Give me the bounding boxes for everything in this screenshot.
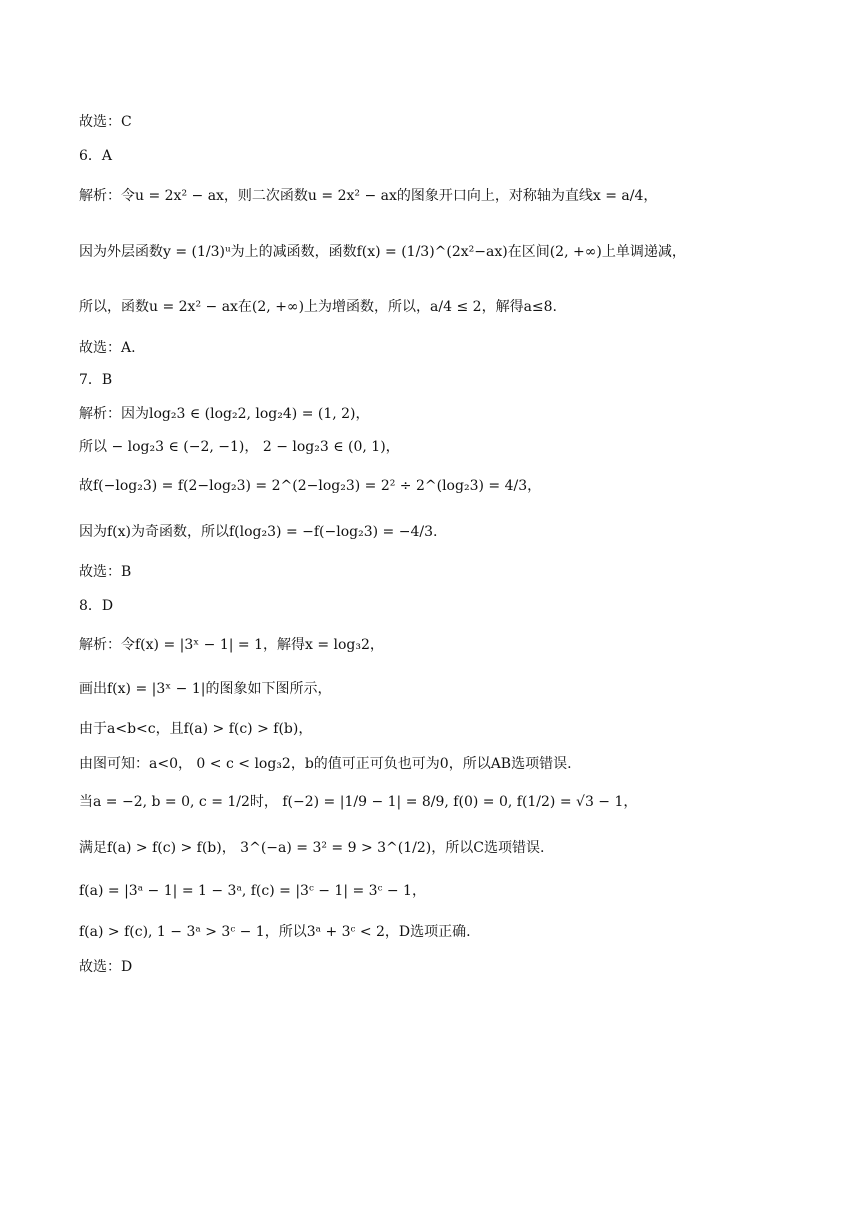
analysis-line: 所以，函数u = 2x² − ax在(2, +∞)上为增函数，所以，a/4 ≤ 2，解得a≤8. [79, 299, 558, 315]
answer-line-7: 故选：B [79, 564, 132, 580]
analysis-line: 故f(−log₂3) = f(2−log₂3) = 2^(2−log₂3) = 2² ÷ 2^(log₂3) = 4/3， [79, 478, 542, 494]
analysis-line: 因为外层函数y = (1/3)ᵘ为上的减函数，函数f(x) = (1/3)^(2x²−ax)在区间(2, +∞)上单调递减， [79, 244, 686, 260]
question-number-7: 7．B [79, 372, 113, 388]
analysis-line: 因为f(x)为奇函数，所以f(log₂3) = −f(−log₂3) = −4/3. [79, 524, 438, 540]
answer-line-5: 故选：C [79, 114, 132, 130]
answer-line-8: 故选：D [79, 959, 133, 975]
analysis-line: f(a) > f(c), 1 − 3ᵃ > 3ᶜ − 1，所以3ᵃ + 3ᶜ < 2，D选项正确. [79, 924, 471, 940]
analysis-line: 由于a<b<c，且f(a) > f(c) > f(b)， [79, 721, 313, 737]
analysis-line: 当a = −2, b = 0, c = 1/2时， f(−2) = |1/9 − 1| = 8/9, f(0) = 0, f(1/2) = √3 − 1， [79, 794, 638, 810]
analysis-line: 解析：令f(x) = |3ˣ − 1| = 1，解得x = log₃2， [79, 637, 384, 653]
question-number-6: 6．A [79, 148, 113, 164]
analysis-line: f(a) = |3ᵃ − 1| = 1 − 3ᵃ, f(c) = |3ᶜ − 1| = 3ᶜ − 1， [79, 883, 426, 899]
answer-line-6: 故选：A. [79, 340, 136, 356]
question-number-8: 8．D [79, 598, 114, 614]
analysis-line: 画出f(x) = |3ˣ − 1|的图象如下图所示， [79, 681, 332, 697]
analysis-line: 解析：因为log₂3 ∈ (log₂2, log₂4) = (1, 2)， [79, 406, 370, 422]
analysis-line: 所以 − log₂3 ∈ (−2, −1)， 2 − log₂3 ∈ (0, 1)， [79, 439, 400, 455]
analysis-line: 解析：令u = 2x² − ax，则二次函数u = 2x² − ax的图象开口向上，对称轴为直线x = a/4， [79, 188, 658, 204]
analysis-line: 由图可知：a<0， 0 < c < log₃2，b的值可正可负也可为0，所以AB选项错误. [79, 756, 572, 772]
analysis-line: 满足f(a) > f(c) > f(b)， 3^(−a) = 3² = 9 > 3^(1/2)，所以C选项错误. [79, 840, 545, 856]
